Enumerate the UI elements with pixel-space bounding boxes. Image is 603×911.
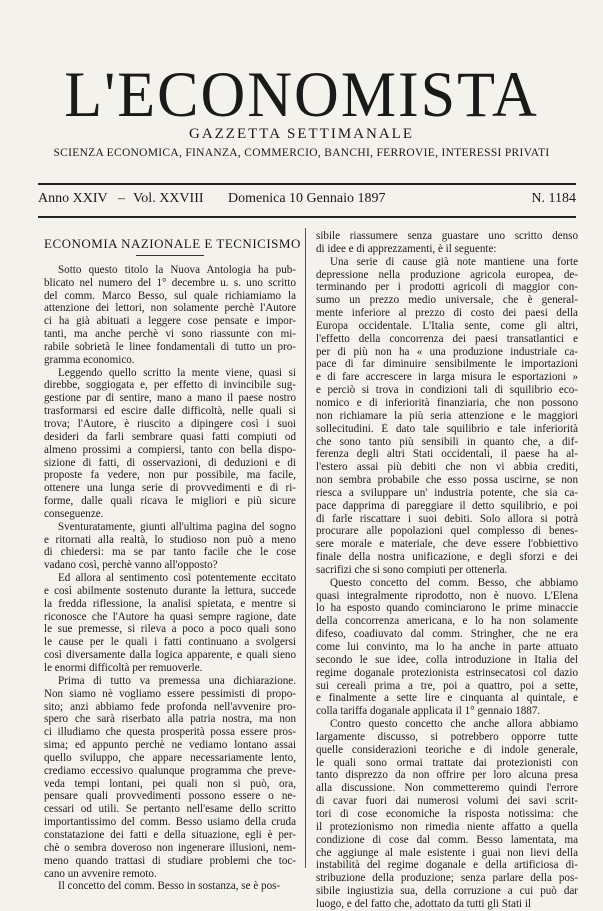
text-line: le enormi difficoltà per remuoverle. bbox=[44, 662, 203, 674]
text-line: finale della nostra unificazione, e degli sforzi e dei bbox=[316, 551, 578, 564]
text-line: e così abilmente sostenuto durante la lettura, succede bbox=[44, 584, 296, 597]
text-line: instabilità del regime doganale e della artificiosa di- bbox=[316, 859, 578, 872]
text-line: quasi integralmente riprodotto, non è nuovo. L'Elena bbox=[316, 589, 578, 602]
text-line: importantissimo del comm. Besso usiamo della cruda bbox=[44, 816, 296, 829]
text-line: desideri da farli sembrare quasi fatti compiuti od bbox=[44, 430, 296, 443]
text-line: Il concetto del comm. Besso in sostanza, se è pos- bbox=[58, 880, 281, 893]
masthead-tagline: SCIENZA ECONOMICA, FINANZA, COMMERCIO, BANCHI, FERROVIE, INTERESSI PRIVATI bbox=[53, 147, 550, 159]
masthead-subtitle: GAZZETTA SETTIMANALE bbox=[188, 126, 415, 142]
text-line: e ritornati alla realtà, lo studioso non può a meno bbox=[44, 533, 296, 546]
text-line: sibile ingiustizia sua, della corruzione a cui può dar bbox=[316, 885, 578, 898]
text-line: depressione nella produzione agricola europea, de- bbox=[316, 268, 578, 281]
text-line: per di più non ha « una produzione industriale ca- bbox=[316, 345, 578, 358]
text-line: procurare alle popolazioni quel complesso di benes- bbox=[316, 525, 578, 538]
text-line: Prima di tutto va premessa una dichiarazione. bbox=[58, 674, 296, 687]
text-line: tanto disprezzo da non offrire per loro alcuna presa bbox=[316, 769, 578, 782]
text-line: ottenere una lunga serie di provvedimenti e di ri- bbox=[44, 482, 296, 495]
text-line: pace di far diminuire sensibilmente le importazioni bbox=[316, 358, 578, 371]
text-line: gestione par di sentire, mano a mano il paese nostro bbox=[44, 392, 296, 405]
text-line: crediamo eccessivo qualunque programma che preve- bbox=[44, 764, 296, 777]
text-line: tori di cose economiche la risposta notissima: che bbox=[316, 807, 578, 820]
text-line: constatazione dei fatti e della situazione, egli è per- bbox=[44, 828, 296, 841]
text-line: nomico e di inferiorità finanziaria, che non possono bbox=[316, 396, 578, 409]
paragraph bbox=[44, 367, 296, 521]
text-line: Sventuratamente, giunti all'ultima pagina del sogno bbox=[58, 520, 296, 533]
text-line: trasformarsi ed escire dalle difficoltà, nelle quali si bbox=[44, 405, 296, 418]
text-line: alla discussione. Non commetteremo quindi l'errore bbox=[316, 782, 578, 795]
text-line: veda tempi lontani, pei quali non si può, ora, bbox=[44, 777, 296, 790]
text-line: cessari od utili. Se pertanto nell'esame dello scritto bbox=[44, 803, 296, 816]
text-line: ferenza degli altri Stati occidentali, il paese ha al- bbox=[316, 448, 578, 461]
text-line: meno quando trattasi di studiare problemi che toc- bbox=[44, 854, 296, 867]
text-line: non sembra probabile che esso possa uscirne, se non bbox=[316, 474, 578, 487]
paragraph bbox=[44, 264, 296, 367]
text-line: terminando per i prodotti agricoli di maggior con- bbox=[316, 281, 578, 294]
issue-volume: Vol. XXVIII bbox=[133, 191, 204, 206]
text-line: spero che sarà riserbato alla patria nostra, ma non bbox=[44, 713, 296, 726]
text-line: l'estero assai più debiti che non vi abbia crediti, bbox=[316, 461, 578, 474]
text-line: attenzione dei lettori, non solamente perchè l'Autore bbox=[44, 302, 296, 315]
text-line: Questo concetto del comm. Besso, che abbiamo bbox=[330, 576, 578, 589]
text-line: vadano così, perchè vanno all'opposto? bbox=[44, 559, 218, 572]
left-column-text bbox=[44, 264, 296, 893]
text-line: difeso, coadiuvato dal comm. Stringher, che ne era bbox=[316, 628, 578, 641]
paragraph bbox=[44, 572, 296, 675]
text-line: sima; ed appunto perchè ne vediamo lontano assai bbox=[44, 739, 296, 752]
text-line: che sono tanto più sensibili in quanto che, a dif- bbox=[316, 435, 578, 448]
text-line: la fredda riflessione, la analisi spietata, e mentre si bbox=[44, 597, 296, 610]
text-line: Contro questo concetto che anche allora abbiamo bbox=[330, 718, 578, 731]
text-line: pensare quali provvedimenti possono essere o ne- bbox=[44, 790, 296, 803]
paragraph bbox=[44, 675, 296, 881]
text-line: sito; anzi abbiamo fede profonda nell'avvenire pro- bbox=[44, 700, 296, 713]
text-line: chè o sembra doveroso non ingenerare illusioni, nem- bbox=[44, 841, 296, 854]
text-line: le cause per le quali i fatti continuano a svolgersi bbox=[44, 636, 296, 649]
text-line: Europa occidentale. L'Italia sente, come gli altri, bbox=[316, 319, 578, 332]
text-line: di idee e di apprezzamenti, è il seguente: bbox=[316, 242, 497, 255]
header-rule-bottom bbox=[38, 216, 576, 218]
text-line: non richiamare la più seria attenzione e le maggiori bbox=[316, 409, 578, 422]
issue-info bbox=[38, 191, 576, 211]
paragraph bbox=[316, 577, 578, 718]
text-line: direbbe, soggiogata e, per effetto di invincibile sug- bbox=[44, 379, 296, 392]
right-column bbox=[316, 230, 578, 911]
text-line: della concorrenza americana, e lo ha non solamente bbox=[316, 615, 578, 628]
text-line: cano un avvenire remoto. bbox=[44, 867, 157, 880]
text-line: ci illudiamo che questa prosperità possa essere pros- bbox=[44, 726, 296, 739]
masthead-title: L'ECONOMISTA bbox=[64, 59, 539, 131]
text-line: di farle riscattare i suoi debiti. Solo allora si potrà bbox=[316, 512, 578, 525]
text-line: quelle considerazioni teoriche e di indole generale, bbox=[316, 743, 578, 756]
text-line: lo ha esposto quando cominciarono le prime minaccie bbox=[316, 602, 578, 615]
issue-year: Anno XXIV bbox=[38, 191, 108, 206]
text-line: sere morale e materiale, che deve essere l'obbiettivo bbox=[316, 538, 578, 551]
text-line: come lui convinto, ma lo ha anche in parte attuato bbox=[316, 641, 578, 653]
text-line: gramma economico. bbox=[44, 353, 135, 366]
text-line: riconosce che l'Autore ha quasi sempre ragione, date bbox=[44, 610, 296, 623]
text-line: mente inferiore al prezzo di costo dei paesi della bbox=[316, 307, 578, 320]
text-line: colla tariffa doganale applicata il 1° gennaio 1887. bbox=[316, 705, 541, 718]
text-line: stribuzione della produzione; senza parlare della pos- bbox=[316, 872, 578, 885]
text-line: che aggiunge al male esistente i guai non lievi della bbox=[316, 846, 578, 859]
text-line: del comm. Marco Besso, sul quale richiamiamo la bbox=[44, 289, 296, 302]
text-line: le quali sono ormai trattate dai protezionisti con bbox=[316, 756, 578, 769]
text-line: ci ha già abituati a leggere cose pensate e impor- bbox=[44, 315, 296, 328]
text-line: Ed allora al sentimento così potentemente eccitato bbox=[58, 572, 296, 585]
text-line: sollecitudini. È dato tale squilibrio e tale inferiorità bbox=[316, 422, 578, 435]
text-line: di chiedersi: ma se par tanto facile che le cose bbox=[44, 546, 296, 559]
text-line: largamente discusso, si potrebbero opporre tutte bbox=[316, 730, 578, 743]
text-line: Non siamo nè vogliamo essere pessimisti di propo- bbox=[44, 687, 296, 700]
text-line: tanti, ma anche perchè vi sono riassunte con mi- bbox=[44, 328, 296, 341]
text-line: sacrifizi che si sono compiuti per ottenerla. bbox=[316, 563, 508, 576]
left-column bbox=[44, 232, 301, 893]
paragraph bbox=[44, 521, 296, 572]
paragraph bbox=[316, 256, 578, 577]
text-line: e perciò si trova in condizioni tali di squilibrio eco- bbox=[316, 384, 578, 397]
text-line: sumo un prezzo medio universale, che è general- bbox=[316, 294, 578, 307]
text-line: quello sviluppo, che appare necessariamente lento, bbox=[44, 751, 296, 764]
text-line: l'effetto della concorrenza dei paesi transatlantici e bbox=[316, 332, 578, 345]
text-line: trova; l'Autore, è riuscito a dipingere così i suoi bbox=[44, 417, 296, 430]
text-line: Sotto questo titolo la Nuova Antologia ha pub- bbox=[58, 263, 296, 276]
text-line: regime doganale protezionista estrinsecatosi col dazio bbox=[316, 666, 578, 679]
text-line: Una serie di cause già note mantiene una forte bbox=[330, 255, 578, 268]
column-divider bbox=[305, 228, 306, 868]
text-line: così diversamente dalla logica apparente, e quali sieno bbox=[44, 649, 296, 662]
text-line: blicato nel numero del 1° decembre u. s. uno scritto bbox=[44, 276, 296, 289]
paragraph bbox=[316, 718, 578, 911]
title-rule bbox=[136, 255, 204, 256]
paragraph bbox=[44, 880, 296, 893]
text-line: e di fare accrescere in larga misura le esportazioni » bbox=[316, 371, 578, 384]
text-line: condizione di cose dal comm. Besso lamentata, ma bbox=[316, 833, 578, 846]
text-line: Leggendo quello scritto la mente viene, quasi si bbox=[58, 366, 296, 379]
text-line: proposte fa vedere, non pur possibile, ma facile, bbox=[44, 469, 296, 482]
text-line: luogo, e del fatto che, adottato da tutti gli Stati il bbox=[316, 897, 532, 910]
right-column-text bbox=[316, 230, 578, 911]
text-line: sizione di fatti, di osservazioni, di deduzioni e di bbox=[44, 456, 296, 469]
text-line: almeno prossimi a compiersi, tanto con bella dispo- bbox=[44, 443, 296, 456]
text-line: conseguenze. bbox=[44, 507, 104, 520]
text-line: sibile riassumere senza guastare uno scritto denso bbox=[316, 230, 578, 242]
text-line: pace dapprima di pareggiare il detto squilibrio, e poi bbox=[316, 499, 578, 512]
text-line: rabile sobrietà le linee fondamentali di tutto un pro- bbox=[44, 340, 296, 353]
text-line: riesca a sviluppare un' industria potente, che sia ca- bbox=[316, 486, 578, 499]
issue-number: N. 1184 bbox=[531, 191, 576, 206]
text-line: forme, dalle quali ricava le migliori e più sicure bbox=[44, 495, 296, 508]
text-line: e finalmente a sette lire e cinquanta al quintale, e bbox=[316, 692, 578, 705]
text-line: le sue premesse, si rileva a poco a poco quali sono bbox=[44, 623, 296, 636]
text-line: il protezionismo non rimedia niente affatto a quella bbox=[316, 820, 578, 833]
text-line: di cavar fuori dai numerosi volumi dei savi scrit- bbox=[316, 795, 578, 808]
paragraph bbox=[316, 230, 578, 256]
header-rule-top bbox=[38, 183, 576, 185]
article-title: ECONOMIA NAZIONALE E TECNICISMO bbox=[44, 236, 301, 251]
issue-date: Domenica 10 Gennaio 1897 bbox=[228, 191, 386, 206]
text-line: secondo le sue idee, colla introduzione in Italia del bbox=[316, 653, 578, 666]
text-line: sui cereali prima a tre, poi a quattro, poi a sette, bbox=[316, 679, 578, 692]
issue-separator: – bbox=[118, 191, 125, 206]
